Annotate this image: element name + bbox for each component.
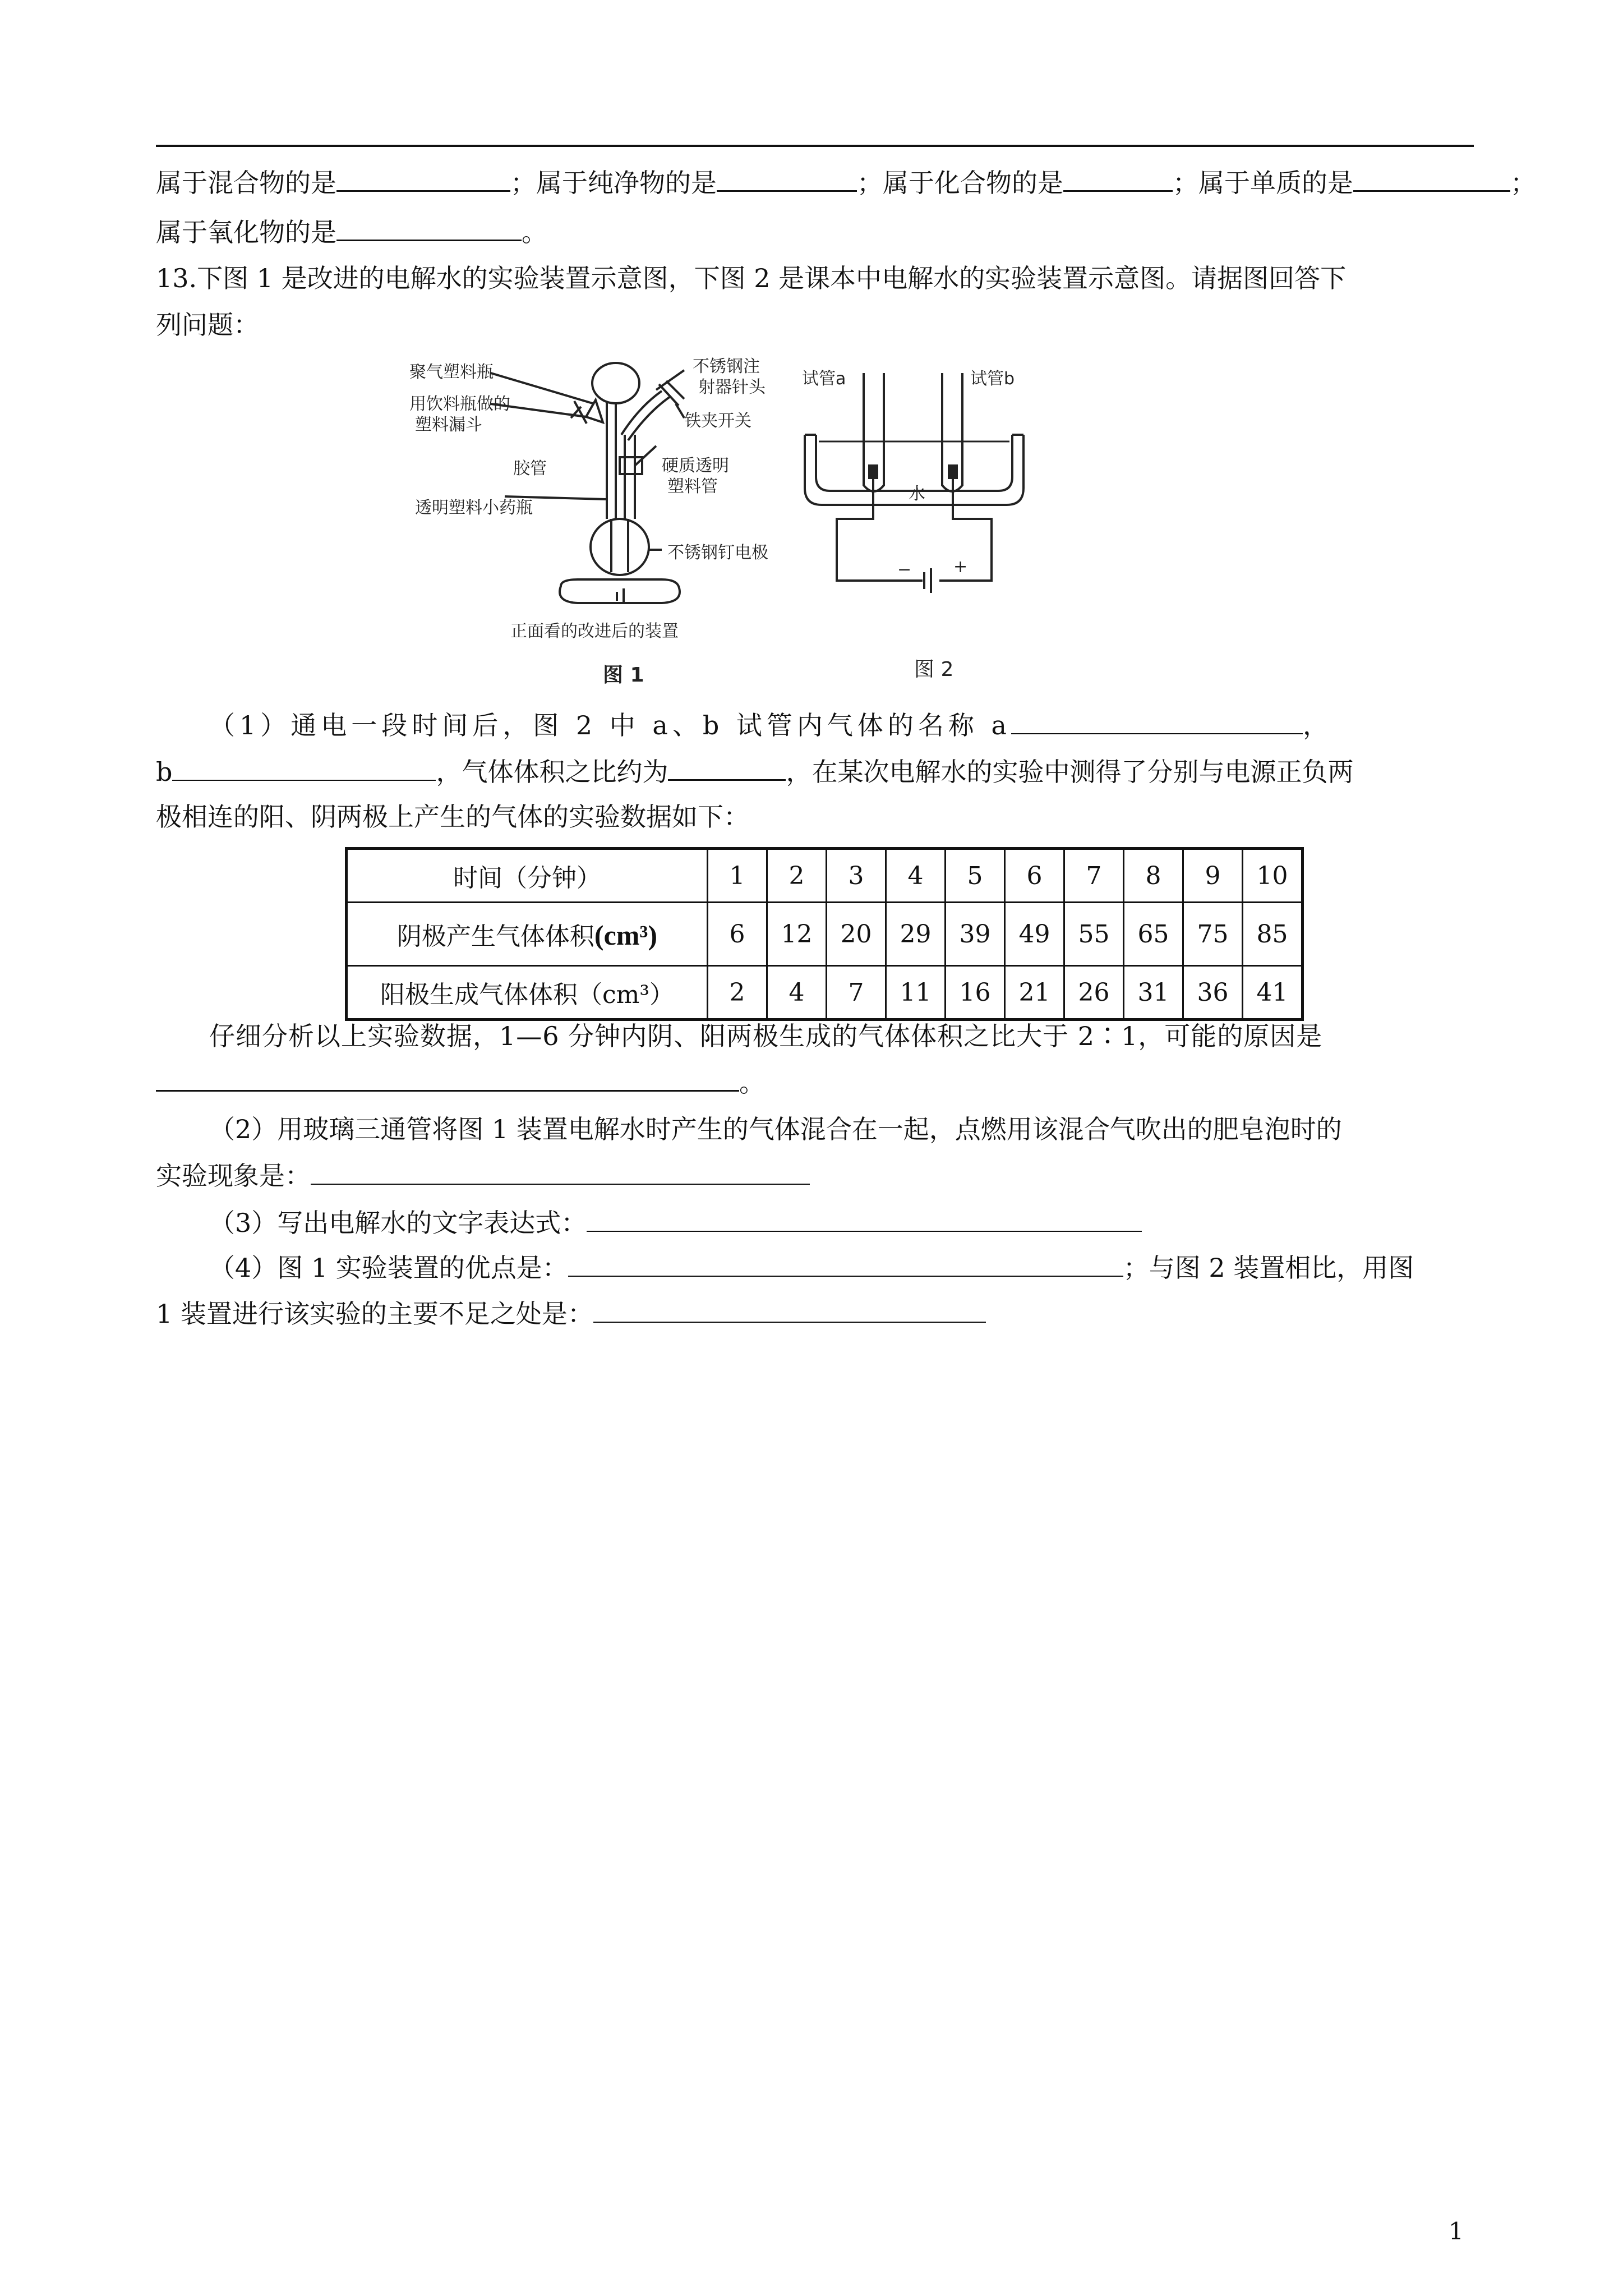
pure-label: ；属于纯净物的是 — [510, 168, 717, 198]
part2-line-1: （2）用玻璃三通管将图 1 装置电解水时产生的气体混合在一起，点燃用该混合气吹出的肥皂泡时的 — [209, 1114, 1342, 1144]
advantage-blank[interactable] — [568, 1254, 1123, 1277]
figure-1-labels — [409, 357, 768, 687]
table-row-cathode — [347, 903, 1303, 966]
part4-advantage-label: （4）图 1 实验装置的优点是： — [209, 1253, 568, 1283]
time-cell: 10 — [1243, 849, 1303, 903]
time-cell: 3 — [827, 849, 886, 903]
cathode-label: 阴极产生气体体积 — [396, 922, 594, 951]
cathode-cell: 85 — [1243, 903, 1303, 966]
reason-blank[interactable] — [156, 1069, 739, 1092]
fig2-caption: 图 2 — [914, 658, 954, 681]
gas-a-blank[interactable] — [1011, 712, 1303, 734]
fig2-tube-a: 试管a — [802, 369, 846, 389]
apparatus-figures — [393, 351, 1234, 693]
time-cell: 6 — [1005, 849, 1064, 903]
part2-line-2 — [156, 1159, 810, 1193]
part1-comma: ， — [1302, 710, 1333, 740]
analysis-answer-line — [156, 1066, 765, 1099]
fig1-label-funnel-1: 用饮料瓶做的 — [409, 394, 510, 414]
gas-b-blank[interactable] — [172, 758, 436, 781]
time-cell: 1 — [708, 849, 767, 903]
anode-cell: 26 — [1064, 966, 1124, 1020]
part4-line-1 — [209, 1251, 1414, 1285]
anode-header: 阳极生成气体体积（cm³） — [347, 966, 708, 1020]
time-cell: 2 — [767, 849, 827, 903]
figure-1-improved-apparatus — [491, 363, 684, 604]
shortcoming-blank[interactable] — [593, 1300, 986, 1323]
anode-cell: 31 — [1124, 966, 1183, 1020]
time-cell: 5 — [946, 849, 1005, 903]
time-cell: 4 — [886, 849, 946, 903]
fig1-label-funnel-2: 塑料漏斗 — [415, 415, 482, 435]
time-cell: 7 — [1064, 849, 1124, 903]
semicolon: ； — [1510, 168, 1536, 198]
fig1-label-electrode: 不锈钢钉电极 — [667, 543, 768, 563]
cathode-cell: 55 — [1064, 903, 1124, 966]
q13-intro-line-1: 13.下图 1 是改进的电解水的实验装置示意图，下图 2 是课本中电解水的实验装置示意图。请据图回答下 — [156, 263, 1347, 293]
fig1-label-clip: 铁夹开关 — [684, 411, 751, 431]
equation-blank[interactable] — [587, 1209, 1142, 1232]
anode-cell: 7 — [827, 966, 886, 1020]
cathode-cell: 49 — [1005, 903, 1064, 966]
fig1-label-bottle: 聚气塑料瓶 — [409, 362, 494, 382]
mixture-label: 属于混合物的是 — [156, 168, 336, 198]
fig2-water: 水 — [909, 484, 925, 504]
table-row-time — [347, 849, 1303, 903]
fig1-label-front: 正面看的改进后的装置 — [510, 622, 679, 641]
cathode-cell: 12 — [767, 903, 827, 966]
part1-ratio-label: ，气体体积之比约为 — [436, 757, 668, 787]
cathode-cell: 20 — [827, 903, 886, 966]
fig1-label-needle-2: 射器针头 — [698, 378, 766, 397]
compound-blank[interactable] — [1063, 169, 1173, 192]
analysis-period: 。 — [739, 1068, 765, 1098]
table-row-anode — [347, 966, 1303, 1020]
figure-2-textbook-apparatus — [805, 373, 1023, 593]
cathode-cell: 6 — [708, 903, 767, 966]
part1-gas-a-label: （1）通电一段时间后，图 2 中 a、b 试管内气体的名称 a — [209, 710, 1011, 740]
figure-2-labels — [802, 369, 1015, 681]
part1-gas-b-label: b — [156, 757, 173, 787]
anode-cell: 41 — [1243, 966, 1303, 1020]
fig2-plus: + — [953, 557, 968, 577]
fig2-tube-b: 试管b — [970, 369, 1015, 389]
fig1-label-needle-1: 不锈钢注 — [693, 357, 760, 376]
part1-line-2 — [156, 755, 1353, 789]
cathode-cell: 65 — [1124, 903, 1183, 966]
anode-cell: 16 — [946, 966, 1005, 1020]
fig1-label-tube-1: 硬质透明 — [662, 456, 729, 476]
anode-cell: 4 — [767, 966, 827, 1020]
cathode-header — [347, 903, 708, 966]
part1-line-1 — [156, 708, 1333, 742]
part4-shortcoming-label: 1 装置进行该实验的主要不足之处是： — [156, 1299, 593, 1329]
part4-line-2 — [156, 1297, 986, 1331]
cathode-cell: 75 — [1183, 903, 1243, 966]
cathode-unit: (cm³) — [594, 919, 658, 951]
q12-line-1 — [156, 166, 1536, 200]
electrolysis-data-table — [345, 847, 1304, 1021]
part1-line-3: 极相连的阳、阴两极上产生的气体的实验数据如下： — [156, 802, 749, 832]
oxide-label: 属于氧化物的是 — [156, 217, 336, 247]
ratio-blank[interactable] — [668, 758, 786, 781]
anode-cell: 11 — [886, 966, 946, 1020]
fig1-label-vial: 透明塑料小药瓶 — [415, 498, 533, 518]
element-label: ；属于单质的是 — [1173, 168, 1353, 198]
part3-label: （3）写出电解水的文字表达式： — [209, 1208, 587, 1238]
phenomenon-blank[interactable] — [311, 1162, 810, 1185]
time-cell: 8 — [1124, 849, 1183, 903]
fig2-minus: − — [897, 560, 912, 579]
anode-cell: 2 — [708, 966, 767, 1020]
fig1-label-tube-2: 塑料管 — [667, 477, 718, 496]
anode-cell: 21 — [1005, 966, 1064, 1020]
analysis-line: 仔细分析以上实验数据，1—6 分钟内阴、阳两极生成的气体体积之比大于 2∶1，可能的原因是 — [209, 1021, 1323, 1051]
part3-line — [209, 1206, 1142, 1240]
oxide-period: 。 — [522, 217, 547, 247]
pure-blank[interactable] — [717, 169, 857, 192]
compound-label: ；属于化合物的是 — [857, 168, 1063, 198]
time-cell: 9 — [1183, 849, 1243, 903]
element-blank[interactable] — [1353, 169, 1510, 192]
fig1-caption: 图 1 — [603, 664, 644, 687]
top-rule — [156, 145, 1474, 147]
page-number: 1 — [1449, 2217, 1464, 2245]
part1-rest: ，在某次电解水的实验中测得了分别与电源正负两 — [786, 757, 1354, 787]
time-header: 时间（分钟） — [347, 849, 708, 903]
mixture-blank[interactable] — [336, 169, 510, 192]
cathode-cell: 39 — [946, 903, 1005, 966]
part4-mid: ；与图 2 装置相比，用图 — [1123, 1253, 1414, 1283]
cathode-cell: 29 — [886, 903, 946, 966]
anode-cell: 36 — [1183, 966, 1243, 1020]
oxide-blank[interactable] — [336, 218, 522, 241]
fig1-label-hose: 胶管 — [513, 459, 547, 478]
q12-line-2 — [156, 215, 547, 249]
q13-intro-line-2: 列问题： — [156, 310, 259, 340]
part2-label: 实验现象是： — [156, 1161, 311, 1191]
